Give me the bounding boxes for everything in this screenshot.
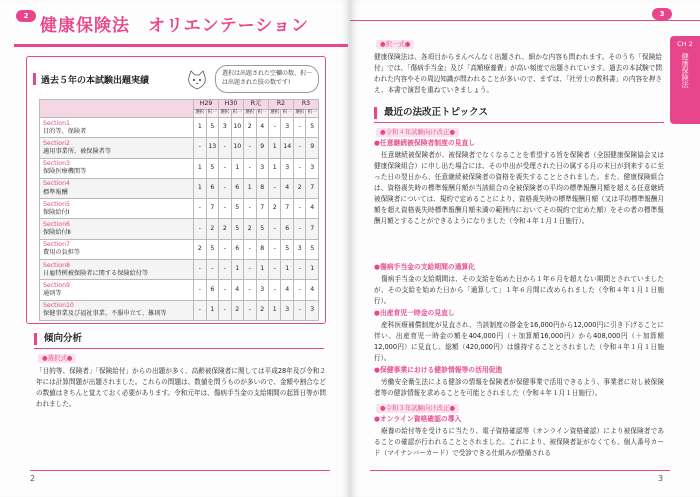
count-cell: 10 — [231, 118, 243, 138]
count-cell: 1 — [194, 158, 206, 178]
exam-history-box — [26, 56, 326, 324]
count-cell: - — [293, 118, 305, 138]
count-cell: 3 — [281, 158, 293, 178]
reform-item-text: 労働安全衛生法による健診の情報を保険者が保健事業で活用できるよう、事業者に対し被保険者等の健診情報を求めることを可能とされました（令和４年１月１日施行）。 — [374, 378, 664, 397]
count-cell: 1 — [268, 300, 280, 320]
count-cell: 14 — [281, 138, 293, 158]
count-cell: - — [268, 260, 280, 280]
section-name: 目的等、保険者 — [43, 127, 87, 135]
section-label: Section8 — [43, 261, 70, 269]
count-cell: 1 — [231, 260, 243, 280]
count-cell: 2 — [268, 199, 280, 219]
section-label: Section4 — [43, 180, 70, 188]
count-cell: 1 — [268, 158, 280, 178]
right-page — [350, 0, 700, 497]
count-cell: 1 — [268, 138, 280, 158]
count-cell: 8 — [256, 239, 268, 259]
count-cell: 10 — [231, 138, 243, 158]
section-label: Section7 — [43, 241, 70, 249]
footer-line — [30, 470, 330, 471]
section-cell — [40, 178, 194, 198]
section-cell — [40, 118, 194, 138]
speech-bubble: 選択は出題された空欄の数、択一は出題された肢の数です! — [215, 65, 319, 93]
count-cell: 13 — [206, 138, 218, 158]
top-rule — [350, 20, 700, 21]
sub-header: 択一 — [231, 110, 243, 118]
count-cell: - — [293, 260, 305, 280]
count-cell: - — [293, 300, 305, 320]
section-label: Section10 — [43, 302, 74, 310]
section-cell — [40, 300, 194, 320]
count-cell: 5 — [306, 118, 319, 138]
count-cell: 6 — [281, 219, 293, 239]
section-name: 標準報酬 — [43, 188, 68, 196]
count-cell: - — [268, 178, 280, 198]
reform-item-text: 傷病手当金の支給期間は、その支給を始めた日から１年６月を超えない期間とされていましたが、その支給を始めた日から「通算して」１年６月間に改められました（令和４年１月１日施行）。 — [374, 275, 664, 305]
chapter-number-badge: 2 — [16, 10, 36, 22]
count-cell: - — [194, 280, 206, 300]
count-cell: - — [194, 199, 206, 219]
count-cell: 3 — [306, 300, 319, 320]
multiple-choice-paragraph: 健康保険法は、各項目からまんべんなく出題され、細かな内容も問われます。そのうち「保険給付」では、「傷病手当金」及び「高額療養費」が高い頻度で出題されています。過去の本試験で問われた内容やその周辺知識が問われることが多いので、まずは、「社労士の教科書」の内容を押さえ、本書で演習を重ねていきましょう。 — [374, 53, 662, 94]
count-cell: 6 — [206, 178, 218, 198]
count-cell: 1 — [206, 300, 218, 320]
count-cell: - — [219, 260, 231, 280]
count-cell: 2 — [206, 219, 218, 239]
table-row — [40, 199, 319, 219]
count-cell: 9 — [256, 138, 268, 158]
count-cell: 1 — [256, 260, 268, 280]
sub-header: 選択 — [194, 110, 206, 118]
sub-header: 選択 — [219, 110, 231, 118]
multiple-choice-tag: ●択一式● — [376, 40, 414, 49]
count-cell: - — [293, 199, 305, 219]
count-cell: 5 — [256, 219, 268, 239]
count-cell: 3 — [219, 118, 231, 138]
reform-r3-tag: ●令和３年試験向け改正● — [376, 404, 459, 413]
count-cell: 4 — [256, 118, 268, 138]
table-row — [40, 260, 319, 280]
count-cell: - — [219, 158, 231, 178]
count-cell: 5 — [206, 118, 218, 138]
count-cell: - — [219, 239, 231, 259]
sub-header: 択一 — [256, 110, 268, 118]
count-cell: - — [268, 280, 280, 300]
section-cell — [40, 138, 194, 158]
reform-item-heading: ●オンライン資格確認の導入 — [374, 415, 462, 423]
count-cell: - — [293, 280, 305, 300]
section-cell — [40, 260, 194, 280]
section-cell — [40, 280, 194, 300]
count-cell: - — [194, 300, 206, 320]
exam-table-body — [40, 118, 319, 321]
chapter-header — [10, 8, 340, 44]
table-row — [40, 219, 319, 239]
section-name: 適用事業所、被保険者等 — [43, 147, 112, 155]
table-corner — [40, 100, 194, 118]
count-cell: 5 — [281, 239, 293, 259]
section-name: 費用の負担等 — [43, 249, 81, 257]
section-cell — [40, 239, 194, 259]
law-reform-heading: 最近の法改正トピックス — [374, 107, 488, 119]
count-cell: 3 — [256, 280, 268, 300]
section-cell — [40, 219, 194, 239]
reform-item-heading: ●傷病手当金の支給期間の通算化 — [374, 263, 476, 271]
sub-header: 選択 — [293, 110, 305, 118]
section-name: 保険医療機関等 — [43, 168, 87, 176]
year-header: H30 — [219, 100, 244, 110]
count-cell: 6 — [206, 280, 218, 300]
count-cell: 7 — [306, 178, 319, 198]
count-cell: - — [219, 199, 231, 219]
section-name: 通則等 — [43, 290, 62, 298]
count-cell: 4 — [231, 280, 243, 300]
section-name: 保険給付Ⅰ — [43, 208, 70, 216]
trend-paragraph: 「目的等、保険者」「保険給付」からの出題が多く、高齢被保険者に関しては平成28年及び令和２年には計算問題が出題されました。これらの問題は、数値を問うものが多いので、金額や割合などの数値はきちんと覚えておく必要があります。令和元年は、傷病手当金の支給期間の起算日等が問われました。 — [36, 367, 326, 408]
page-number-right: 3 — [658, 474, 664, 483]
count-cell: - — [219, 280, 231, 300]
footer-line — [370, 470, 670, 471]
count-cell: 2 — [194, 239, 206, 259]
count-cell: 4 — [281, 178, 293, 198]
reform-r4-tag: ●令和４年試験向け改正● — [376, 128, 459, 137]
count-cell: 7 — [206, 199, 218, 219]
count-cell: 5 — [231, 219, 243, 239]
section-label: Section6 — [43, 221, 70, 229]
count-cell: - — [268, 118, 280, 138]
chapter-underline — [14, 44, 348, 47]
count-cell: 2 — [293, 178, 305, 198]
count-cell: - — [293, 219, 305, 239]
law-reform-heading-line — [374, 122, 664, 123]
reform-item-text: 産科医療補償制度が見直され、当該制度の掛金を16,000円から12,000円に引き下げることに伴い、出産育児一時金の額を404,000円（＋加算額16,000円）から408,000円（＋加算額12,000円）に見直し、総額（420,000円）は維持することとされました（令和４年１月１日施行）。 — [374, 321, 664, 362]
table-row — [40, 300, 319, 320]
count-cell: - — [219, 178, 231, 198]
count-cell: 6 — [231, 178, 243, 198]
chapter-side-tab[interactable] — [670, 36, 700, 124]
count-cell: 3 — [293, 239, 305, 259]
count-cell: - — [194, 219, 206, 239]
table-row — [40, 118, 319, 138]
year-header: R元 — [244, 100, 269, 110]
count-cell: 7 — [256, 199, 268, 219]
count-cell: - — [244, 239, 256, 259]
cat-mascot-icon — [185, 69, 209, 91]
table-row — [40, 280, 319, 300]
section-cell — [40, 158, 194, 178]
count-cell: - — [268, 239, 280, 259]
section-label: Section1 — [43, 119, 70, 127]
section-name: 保健事業及び福祉事業、不服申立て、雑則等 — [43, 310, 167, 318]
section-label: Section9 — [43, 281, 70, 289]
section-name: 保険給付Ⅱ — [43, 229, 71, 237]
count-cell: 3 — [281, 300, 293, 320]
count-cell: 1 — [244, 178, 256, 198]
year-header: R2 — [268, 100, 293, 110]
count-cell: 1 — [194, 178, 206, 198]
chapter-title: 健康保険法 オリエンテーション — [40, 16, 309, 36]
count-cell: 8 — [256, 178, 268, 198]
count-cell: 5 — [231, 199, 243, 219]
table-row — [40, 138, 319, 158]
count-cell: - — [244, 158, 256, 178]
count-cell: 1 — [194, 118, 206, 138]
count-cell: 4 — [306, 280, 319, 300]
count-cell: 3 — [256, 158, 268, 178]
count-cell: - — [219, 138, 231, 158]
count-cell: - — [244, 260, 256, 280]
year-header: H29 — [194, 100, 219, 110]
count-cell: 5 — [206, 239, 218, 259]
reform-item-heading: ●保健事業における健診情報等の活用促進 — [374, 366, 503, 374]
table-row — [40, 178, 319, 198]
count-cell: - — [268, 219, 280, 239]
count-cell: 1 — [231, 158, 243, 178]
count-cell: 9 — [306, 138, 319, 158]
count-cell: 1 — [281, 260, 293, 280]
sub-header: 択一 — [281, 110, 293, 118]
section-name: 日雇特例被保険者に関する保険給付等 — [43, 269, 149, 277]
count-cell: - — [244, 138, 256, 158]
page-badge-right: 3 — [652, 8, 672, 20]
count-cell: 6 — [231, 239, 243, 259]
count-cell: - — [293, 158, 305, 178]
count-cell: - — [244, 199, 256, 219]
selection-tag: ●選択式● — [38, 354, 76, 363]
count-cell: 4 — [281, 280, 293, 300]
trend-heading: 傾向分析 — [34, 333, 82, 345]
reform-item-heading: ●出産育児一時金の見直し — [374, 309, 455, 317]
count-cell: 3 — [306, 158, 319, 178]
count-cell: 1 — [306, 260, 319, 280]
exam-history-table — [39, 99, 319, 321]
count-cell: 5 — [306, 239, 319, 259]
count-cell: 4 — [306, 199, 319, 219]
count-cell: 2 — [244, 118, 256, 138]
reform-item-text: 療養の給付等を受けるに当たり、電子資格確認等（オンライン資格確認）により被保険者であることの確認が行われることとされました。これにより、被保険者証がなくても、個人番号カード（マイナンバーカード）で受診できる仕組みが整備される — [374, 427, 664, 457]
page-number-left: 2 — [30, 474, 36, 483]
count-cell: 3 — [281, 118, 293, 138]
table-row — [40, 158, 319, 178]
sub-header: 選択 — [244, 110, 256, 118]
count-cell: 7 — [281, 199, 293, 219]
count-cell: - — [194, 260, 206, 280]
sub-header: 選択 — [268, 110, 280, 118]
section-label: Section2 — [43, 139, 70, 147]
count-cell: - — [219, 300, 231, 320]
count-cell: - — [206, 260, 218, 280]
side-tab-title: 健康保険法 — [681, 53, 690, 89]
count-cell: - — [194, 138, 206, 158]
side-tab-label: CH 2 — [677, 40, 693, 48]
section-label: Section5 — [43, 200, 70, 208]
count-cell: 2 — [244, 219, 256, 239]
reform-item-heading: ●任意継続被保険者制度の見直し — [374, 139, 476, 147]
sub-header: 択一 — [206, 110, 218, 118]
trend-heading-line — [34, 348, 324, 349]
year-header: R3 — [293, 100, 318, 110]
reform-item-text: 任意継続被保険者が、被保険者でなくなることを希望する旨を保険者（全国健康保険協会又は健康保険組合）に申し出た場合には、その申出が受理された日の属する月の末日が到来するに至った日の翌日から、任意継続被保険者の資格を喪失することとされました。また、健康保険組合は、資格喪失時の標準報酬月額が当該組合の全被保険者の平均の標準報酬月額を超える任意継続被保険者については、規約で定めることにより、資格喪失時の標準報酬月額（又は平均標準報酬月額を超え資格喪失時標準報酬月額未満の範囲内においてその規約で定めた額）をその者の標準報酬月額とすることができるようになりました（令和４年１月１日施行）。 — [374, 151, 664, 225]
sub-header: 択一 — [306, 110, 319, 118]
exam-title-marker — [33, 73, 36, 85]
section-label: Section3 — [43, 160, 70, 168]
count-cell: 2 — [256, 300, 268, 320]
count-cell: 2 — [231, 300, 243, 320]
count-cell: 2 — [219, 219, 231, 239]
count-cell: - — [244, 280, 256, 300]
exam-history-title: 過去５年の本試験出題実績 — [41, 76, 150, 86]
count-cell: - — [244, 300, 256, 320]
table-row — [40, 239, 319, 259]
count-cell: 7 — [306, 219, 319, 239]
count-cell: - — [293, 138, 305, 158]
section-cell — [40, 199, 194, 219]
count-cell: 5 — [206, 158, 218, 178]
